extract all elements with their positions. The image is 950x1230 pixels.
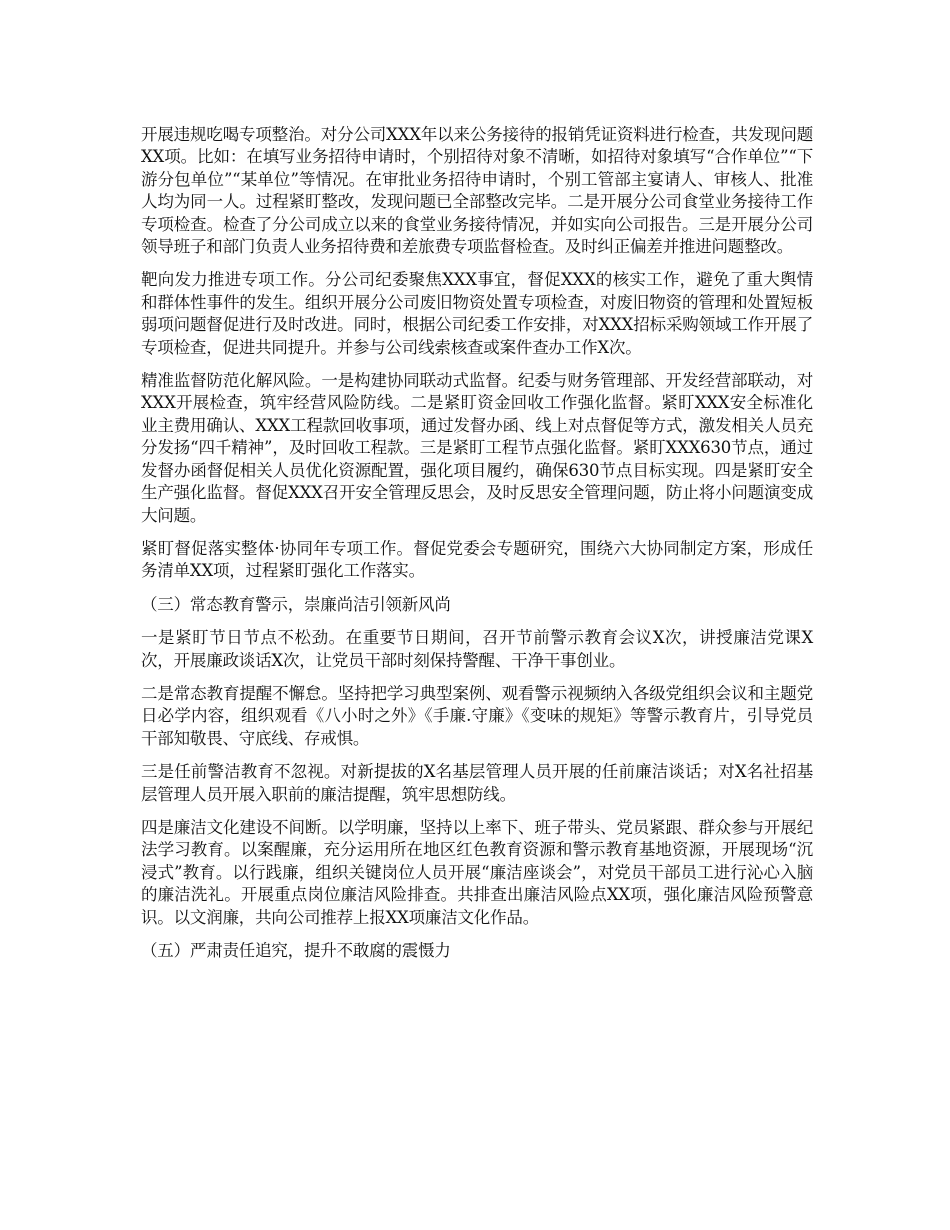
- paragraph-regular-education: 二是常态教育提醒不懈怠。坚持把学习典型案例、观看警示视频纳入各级党组织会议和主题党日必学内容，组织观看《八小时之外》《手廉.守廉》《变味的规矩》等警示教育片，引导党员干部知敬畏、守底线、存戒惧。: [141, 683, 813, 748]
- section-heading-3: （三）常态教育警示，崇廉尚洁引领新风尚: [141, 594, 451, 614]
- section-heading-5: （五）严肃责任追究，提升不敢腐的震慑力: [141, 941, 451, 960]
- paragraph-coordination-year: 紧盯督促落实整体·协同年专项工作。督促党委会专题研究，围绕六大协同制定方案，形成任务清单XX项，过程紧盯强化工作落实。: [141, 538, 813, 581]
- paragraph-dining-rectification: 开展违规吃喝专项整治。对分公司XXX年以来公务接待的报销凭证资料进行检查，共发现问题XX项。比如：在填写业务招待申请时，个别招待对象不清晰，如招待对象填写“合作单位”“下游分包单位”“某单位”等情况。在审批业务招待申请时，个别工管部主宴请人、审核人、批准人均为同一人。过程紧盯整改，发现问题已全部整改完毕。二是开展分公司食堂业务接待工作专项检查。检查了分公司成立以来的食堂业务接待情况，并如实向公司报告。三是开展分公司领导班子和部门负责人业务招待费和差旅费专项监督检查。及时纠正偏差并推进问题整改。: [141, 125, 813, 257]
- paragraph-risk-supervision: 精准监督防范化解风险。一是构建协同联动式监督。纪委与财务管理部、开发经营部联动，对XXX开展检查，筑牢经营风险防线。二是紧盯资金回收工作强化监督。紧盯XXX安全标准化业主费用确认、XXX工程款回收事项，通过发督办函、线上对点督促等方式，激发相关人员充分发扬“四千精神”，及时回收工程款。三是紧盯工程节点强化监督。紧盯XXX630节点，通过发督办函督促相关人员优化资源配置，强化项目履约，确保630节点目标实现。四是紧盯安全生产强化监督。督促XXX召开安全管理反思会，及时反思安全管理问题，防止将小问题演变成大问题。: [141, 371, 813, 525]
- paragraph-holiday-nodes: 一是紧盯节日节点不松劲。在重要节日期间，召开节前警示教育会议X次，讲授廉洁党课X次，开展廉政谈话X次，让党员干部时刻保持警醒、干净干事创业。: [141, 628, 813, 670]
- document-page: [141, 124, 813, 973]
- paragraph-integrity-culture: 四是廉洁文化建设不间断。以学明廉，坚持以上率下、班子带头、党员紧跟、群众参与开展纪法学习教育。以案醒廉，充分运用所在地区红色教育资源和警示教育基地资源，开展现场“沉浸式”教育。以行践廉，组织关键岗位人员开展“廉洁座谈会”，对党员干部员工进行沁心入脑的廉洁洗礼。开展重点岗位廉洁风险排查。共排查出廉洁风险点XX项，强化廉洁风险预警意识。以文润廉，共向公司推荐上报XX项廉洁文化作品。: [141, 817, 813, 927]
- paragraph-pre-appointment: 三是任前警洁教育不忽视。对新提拔的X名基层管理人员开展的任前廉洁谈话；对X名社招基层管理人员开展入职前的廉洁提醒，筑牢思想防线。: [141, 762, 813, 804]
- paragraph-special-work: 靶向发力推进专项工作。分公司纪委聚焦XXX事宜，督促XXX的核实工作，避免了重大舆情和群体性事件的发生。组织开展分公司废旧物资处置专项检查，对废旧物资的管理和处置短板弱项问题督促进行及时改进。同时，根据公司纪委工作安排，对XXX招标采购领域工作开展了专项检查，促进共同提升。并参与公司线索核查或案件查办工作X次。: [141, 270, 813, 357]
